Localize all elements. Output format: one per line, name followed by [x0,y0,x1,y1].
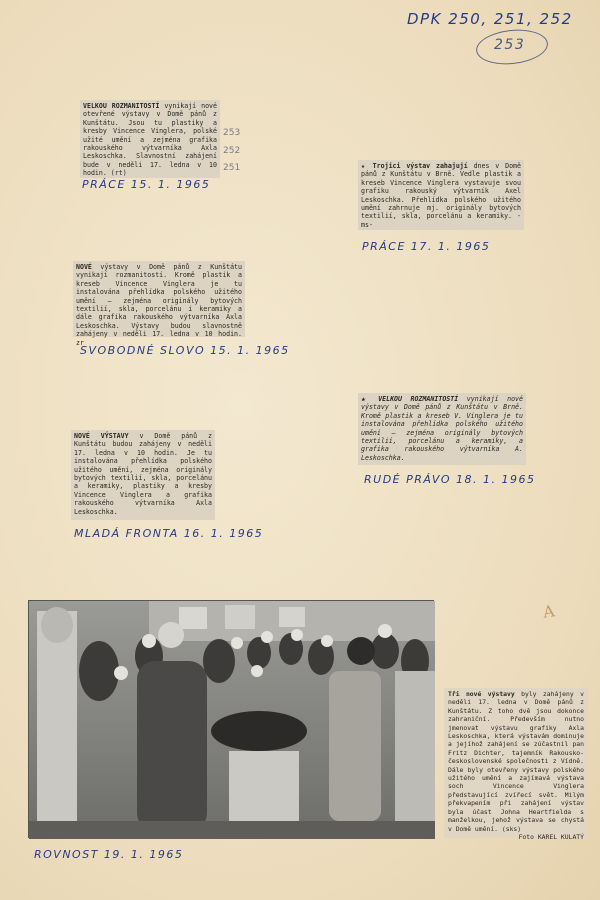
handwritten-source: RUDÉ PRÁVO 18. 1. 1965 [364,473,536,486]
caption-text: byly zahájeny v neděli 17. ledna v Domě pánů z Kunštátu. Z toho dvě jsou dokonce zahraniční. Především nutno jmenovat výstavu grafiky Axla Leskoschka, která výstavám dominuje a jejíhož zahájení se zúčastnil pan Fritz Dichter, tajemník Rakousko-československé společnosti z Vídně. Dále byly otevřeny výstavy polského užitého umění a zajímavá výstava soch Vincence Vinglera představující zvířecí svět. Milým překvapením při zahájení výstav byla účast Johna Heartfielda s manželkou, jehož výstava se chystá v Domě umění. [448,690,584,833]
clipping-signature: zr [76,338,84,347]
handwritten-source: ROVNOST 19. 1. 1965 [34,848,184,861]
photo-caption [444,688,588,841]
clipping-svobodne-slovo [73,261,245,347]
clipping-rude-pravo [358,393,526,465]
caption-lead: Tři nové výstavy [448,690,522,698]
handwritten-source: PRÁCE 15. 1. 1965 [82,178,211,191]
side-ref: 251 [223,163,241,173]
clipping-prace-17 [358,160,524,230]
caption-signature: (sks) [501,824,522,833]
archive-mark: DPK 250, 251, 252 [407,10,573,28]
clipping-prace-15 [80,100,220,178]
exhibition-photo [28,600,434,838]
photo-illustration [29,601,435,839]
clipping-lead: NOVÉ VÝSTAVY [74,432,140,440]
clipping-text: dnes v Domě pánů z Kunštátu v Brně. Vedle plastik a kreseb Vincence Vinglera vystavuje svou grafiku rakouský výtvarník Axel Leskoschka. Přehlídka polského užitého umění zahrnuje mj. originály bytových textilií, skla, porcelánu a keramiky. [361,162,521,221]
clipping-signature: -ms- [361,212,521,229]
clipping-lead: ★ Trojici výstav zahajují [361,162,474,170]
clipping-signature: (rt) [110,169,127,178]
pencil-mark: A [541,601,556,622]
circled-number: 253 [494,37,526,53]
clipping-mlada-fronta [71,430,215,520]
clipping-lead: ★ VELKOU ROZMANITOSTÍ [361,395,467,403]
handwritten-source: MLADÁ FRONTA 16. 1. 1965 [74,527,264,540]
side-ref: 252 [223,146,241,156]
clipping-text: vynikají nové otevřené výstavy v Domě pánů z Kunštátu. Jsou tu plastiky a kresby Vincence Vinglera, polské užité umění a zejména grafika rakouského výtvarníka Axla Leskoschka. Slavnostní zahájení bude v neděli 17. ledna v 10 hodin. [83,102,217,178]
handwritten-source: PRÁCE 17. 1. 1965 [362,240,491,253]
clipping-text: v Domě pánů z Kunštátu budou zahájeny v neděli 17. ledna v 10 hodin. Je tu instalována přehlídka polského užitého umění, zejména originály bytových textilií, skla, porcelánu a keramiky, plastiky a kresby Vincence Vinglera a grafika rakouského výtvarníka Axla Leskoschka. [74,432,213,516]
side-ref: 253 [223,128,241,138]
clipping-text: výstavy v Domě pánů z Kunštátu vynikají rozmanitostí. Kromě plastik a kreseb Vincence Vinglera je tu instalována přehlídka polského užitého umění — zejména originály bytových textilií, skla, porcelánu i keramiky a dále grafika rakouského výtvarníka Axla Leskoschka. Výstavy budou slavnostně zahájeny v neděli 17. ledna v 10 hodin. [76,263,242,339]
clipping-text: vynikají nové výstavy v Domě pánů z Kunštátu v Brně. Kromě plastik a kreseb V. Vinglera je tu instalována přehlídka polského užitého umění — zejména originály bytových textilií, porcelánu a keramiky, a grafika rakouského výtvarníka A. Leskoschka. [361,395,523,462]
handwritten-source: SVOBODNÉ SLOVO 15. 1. 1965 [80,344,290,357]
clipping-lead: VELKOU ROZMANITOSTÍ [83,102,165,110]
photo-credit: Foto KAREL KULATÝ [518,832,584,841]
clipping-lead: NOVÉ [76,263,101,271]
